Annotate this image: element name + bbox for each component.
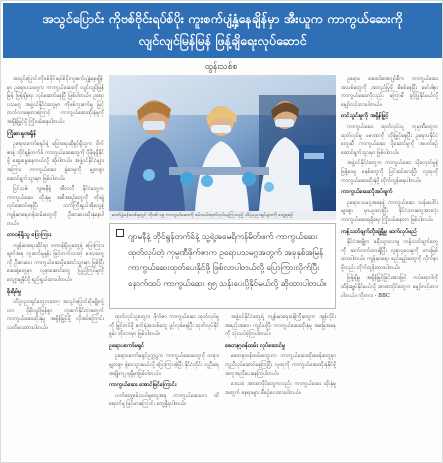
section-subheading: ကာကွယ်ဆေး အောင်မြင်ကြောင်း [109, 382, 177, 389]
article-paragraph: ထုတ်လုပ်သူတွေက ဖိုက်ဇာ ကာကွယ်ဆေး ထုတ်လုပ်မှုကို မြှင့်တင်ဖို့ စက်ရုံအသစ်တွေ ဖွင့်လှစ်နေပြီး ထုတ်လုပ်နိုင်စွမ်း တိုးလာမှာ ဖြစ်ပါတယ်။ [109, 314, 219, 338]
article-paragraph: စေတနာ့ဝန်ထမ်းတွေဟာ ကာကွယ်ဆေးထိုးစခန်းတွေမှာ ကူညီလုပ်ဆောင်နေကြပြီး လူထုကို ကာကွယ်ဆေးထိုးနှံနိုင်ဖို့ အကူအညီပေးနေကြပါတယ်။ [225, 353, 336, 377]
article-paragraph: ဥရောပသမဂ္ဂအနေနဲ့ ကာကွယ်ဆေး သန်းပေါင်းများစွာ မှာယူထားပြီး နိုင်ငံသားတွေအားလုံး ကာကွယ်ဆေးရရှိရေး ကြိုးပမ်းနေတာ ဖြစ်ပါတယ်။ [341, 199, 438, 223]
pull-quote-box [109, 223, 336, 309]
lab-photo-illustration [109, 75, 336, 211]
headline-banner [3, 3, 442, 58]
article-paragraph: ကာကွယ်ဆေး ထုတ်လုပ်သူ ကုမ္ပဏီတွေက ထုတ်လုပ်မှု ပမာဏကို တိုးမြှင့်နေပြီး ဥရောပနိုင်ငံတွေဆီ ကာကွယ်ဆေး ပို့ဆောင်မှုကို အပတ်စဉ် ဆောင်ရွက်သွားမှာ ဖြစ်ပါတယ်။ [341, 123, 438, 156]
article-paragraph: ပြင်သစ်၊ ဂျာမနီနဲ့ အီတလီ နိုင်ငံတွေက ကာကွယ်ဆေး ထိုးနှံမှု အစီအစဉ်တွေကို တိုးချဲ့လုပ်ဆောင်နေပြီး သက်ကြီးရွယ်အိုတွေနဲ့ ကျန်းမာရေးဝန်ထမ်းတွေကို ဦးစားပေးထိုးနှံနေပါတယ်။ [7, 186, 104, 227]
article-paragraph: ဒေသခံ အာဏာပိုင်တွေကလည်း ကာကွယ်ဆေး ထိုးနှံမှုအတွက် နေရာများ စီစဉ်ပေးထားပါတယ်။ [225, 381, 336, 396]
section-subheading: စိုးရိမ်မှု [7, 288, 22, 295]
section-subheading: ကာကွယ်ဆေးလိုအပ်ချက် [341, 189, 393, 196]
headline-line-2: လျင်လျင်မြန်မြန် ဖြန့်ချိရေးလုပ်ဆောင် [138, 33, 307, 48]
section-subheading: ကန့်သတ်ချက်တိုးချဲ့ရှိမှု ဆက်လုပ်မည် [341, 228, 417, 235]
section-subheading: ကြိုးစားမှုအရှိန် [7, 130, 37, 137]
article-paragraph: အသွင်ပြောင်းကိုဗစ်ဗိုင်းရပ်စ်ပိုးကူးစက်ပျံ့နှံ့နေချိန်မှာ ဥရောပသမဂ္ဂက ကာကွယ်ဆေးကို လျင်လျင်မြန်မြန် ဖြန့်ချိရေး လုပ်ဆောင်နေပြီ ဖြစ်ပါတယ်။ ဥရောပသမဂ္ဂ အဖွဲ့ဝင်နိုင်ငံတွေမှာ ကိုဗစ်ကူးစက်မှု မြင့်တက်လာနေတာကြောင့် ကာကွယ်ဆေးထိုးနှံမှုကို အရှိန်မြှင့်ဖို့ ကြိုးပမ်းနေပါတယ်။ [7, 76, 104, 125]
article-paragraph: နိုင်ငံအချို့က ခရီးသွားလာမှု ကန့်သတ်ချက်တွေကို ဆက်လက်ထားရှိပြီး လူစုလူဝေးမှုကို တားမြစ်ထားပါတယ်။ ကျန်းမာရေး စည်းမျဉ်းတွေကို လိုက်နာဖို့လည်း တိုက်တွန်းထားပါတယ်။ [341, 239, 438, 271]
section-subheading: တာဝန်ရှိသူ ပြောကြား [7, 232, 52, 239]
section-subheading: ဥရောပကော်မရှင် [109, 342, 145, 349]
article-column-center-right [225, 313, 336, 460]
article-paragraph: ကျန်းမာရေးဆိုင်ရာ တာဝန်ရှိသူတွေရဲ့ ပြောကြားချက်အရ ကူးစက်မှုနှုန်း မြင့်တက်လာတဲ့ ဒေသတွေကို ဦးစားပေး ကာကွယ်ဆေးပို့ဆောင်သွားမှာ ဖြစ်ပြီး ဆေးရုံတွေမှာ လူနာဆောင်တွေ ပြည့်ကြပ်မှုကို လျှော့ချနိုင်ဖို့ ရည်ရွယ်ထားပါတယ်။ [7, 242, 104, 284]
article-paragraph: ဥရောပကော်မရှင်ဥက္ကဋ္ဌက ကာကွယ်ဆေးတွေကို တရားမျှတစွာ ခွဲဝေသွားမယ်လို့ ပြောကြားခဲ့ပြီး နိုင်ငံတိုင်း လူဦးရေအချိုးကျ ရရှိမှာဖြစ်ပါတယ်။ [109, 353, 219, 377]
quote-square-icon [116, 229, 124, 237]
article-paragraph: ဖြန့်ချိမှု အရှိန်မြှင့်ခြင်းအားဖြင့် ကပ်ရောဂါကို ထိန်းချုပ်နိုင်မယ်လို့ အာဏာပိုင်တွေက မျှော်လင့်ထားပါတယ်။ ကိုးကား - BBC [341, 275, 438, 299]
section-subheading: တင်သွင်းမှုကို အရှိန်မြှင့် [341, 113, 389, 120]
pull-quote-text: ဂျာမနီနဲ့ ဘိုင်ရွန်တက်ခ်နဲ့ သူ့ရဲ့အမေရိကန်မိတ်ဖက် ကာကွယ်ဆေးထုတ်လုပ်တဲ့ ကုမ္ပဏီဖိုက်ဇာက ဥရောပသမဂ္ဂအတွက် အခုနှစ်အမြန် ကာကွယ်ဆေးထုတ်ပေးနိုင်ဖို့ ဖြစ်လာပါတယ်လို့ ပြောကြားလိုက်ပြီး နောက်ထပ် ကာကွယ်ဆေး ၅၅ သန်းပေးပို့နိုင်မယ်လို့ ဆိုထားပါတယ်။ [128, 231, 327, 288]
article-paragraph: ဥရောပ ဆေးဝါးအေဂျင်စီက ကာကွယ်ဆေးအသစ်တွေကို အတည်ပြုဖို့ စိစစ်နေပြီး မော်ဒါနာ ကာကွယ်ဆေးကိုလည်း မကြာမီ ခွင့်ပြုနိုင်မယ်လို့ မျှော်လင့်ထားပါတယ်။ [341, 76, 438, 108]
article-column-right [341, 75, 438, 460]
lab-scientists-photo [109, 75, 336, 211]
article-column-center-left [109, 313, 219, 460]
byline: ထွန်းသစ်စ [204, 62, 238, 72]
article-column-left [7, 75, 104, 460]
photo-caption: ဓာတ်ခွဲခန်းတစ်ခုတွင် ကိုဗစ်-၁၉ ကာကွယ်ဆေးကို စမ်းသပ်ထုတ်လုပ်နေကြသည့် သိပ္ပံပညာရှင်များကို တွေ့ရစဉ် [109, 211, 336, 220]
article-paragraph: လက်တွေ့စမ်းသပ်မှုတွေအရ ကာကွယ်ဆေးဟာ ထိရောက်မှု မြင့်မားကြောင်း တွေ့ရှိရပါတယ်။ [109, 392, 219, 408]
section-subheading: စေတနာ့ဝန်ထမ်း လုပ်ဆောင်မှု [225, 342, 286, 349]
article-paragraph: အဖွဲ့ဝင်နိုင်ငံတွေက ကာကွယ်ဆေး သိုလှောင်မှုနဲ့ ဖြန့်ဝေမှု စနစ်တွေကို ပြင်ဆင်ထားပြီး လူထုကို ကာကွယ်ဆေးထိုးနှံဖို့ တိုက်တွန်းနေပါတယ်။ [341, 160, 438, 184]
article-paragraph: သိပ္ပံပညာရှင်တွေကတော့ အသွင်ပြောင်းပိုးမျိုးကွဲဟာ ပိုမိုလျင်မြန်စွာ ကူးစက်နိုင်တဲ့အတွက် ကာကွယ်ဆေးထိုးနှံမှု အရှိန်မြှင့်ဖို့ လိုအပ်ကြောင်း သတိပေးထားပါတယ်။ [7, 299, 104, 332]
headline-line-1: အသွင်ပြောင်း ကိုဗစ်ဗိုင်းရပ်စ်ပိုး ကူးစက်ပျံ့နှံ့နေချိန်မှာ အီးယူက ကာကွယ်ဆေးကို [42, 11, 403, 26]
article-paragraph: ဥရောပကော်မရှင်ရဲ့ ပြောရေးဆိုခွင့်ရှိသူက ဖိုက်ဇာနဲ့ ဘိုင်ရွန်တက်ခ် ကာကွယ်ဆေးတွေကို ပိုမိုရရှိနိုင်ဖို့ ဆွေးနွေးနေတယ်လို့ ဆိုပါတယ်။ အဖွဲ့ဝင်နိုင်ငံများအကြား ကာကွယ်ဆေး ခွဲဝေမှုကို မျှတစွာ ဆောင်ရွက်သွားမှာ ဖြစ်ပါတယ်။ [7, 141, 104, 182]
article-paragraph: အဖွဲ့ဝင်နိုင်ငံတွေရဲ့ ကျန်းမာရေးဝန်ကြီးတွေက အွန်လိုင်းအစည်းအဝေး ကျင်းပပြီး ကာကွယ်ဆေးထိုးနှံမှု အခြေအနေကို သုံးသပ်ခဲ့ကြပါတယ်။ [225, 314, 336, 338]
